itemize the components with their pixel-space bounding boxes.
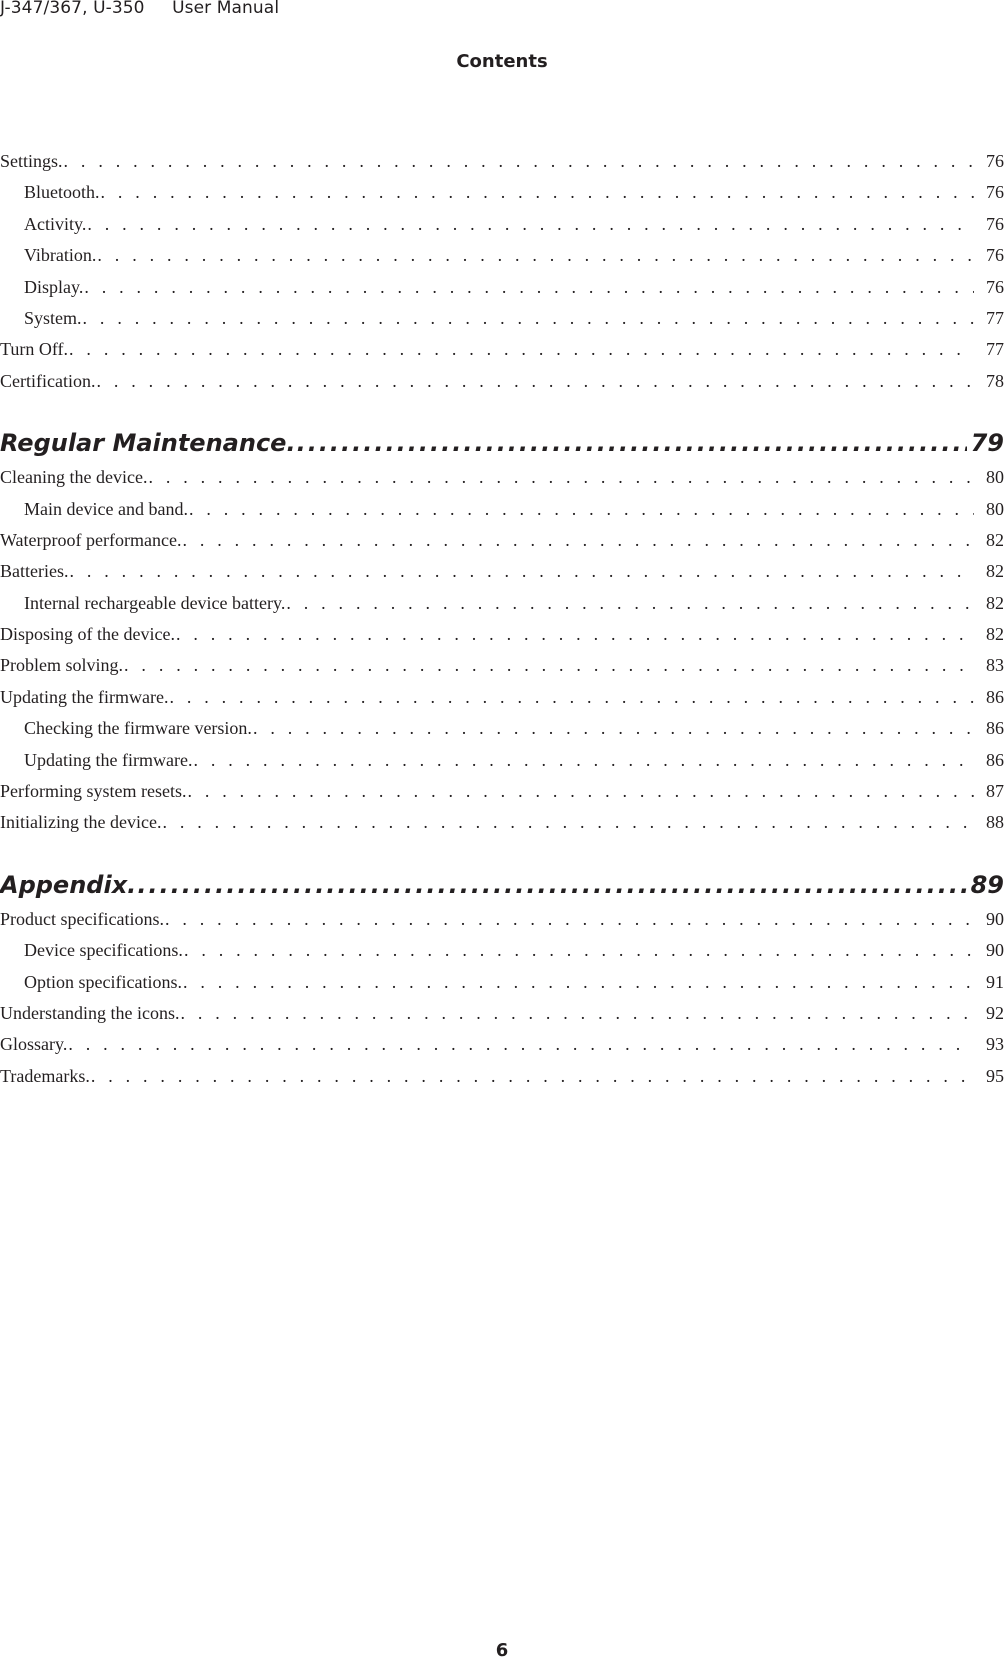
toc-entry[interactable] — [0, 177, 1004, 208]
toc-entry-label: Disposing of the device. — [0, 624, 175, 645]
dot-leader — [84, 272, 974, 303]
toc-entry-page: 90 — [986, 908, 1004, 929]
toc-entry[interactable] — [0, 776, 1004, 807]
dot-leader — [137, 866, 966, 904]
table-of-contents — [0, 146, 1004, 1092]
toc-entry-page: 80 — [986, 467, 1004, 488]
toc-entry-page: 76 — [986, 276, 1004, 297]
toc-entry-label: Performing system resets. — [0, 781, 187, 802]
dot-leader — [184, 935, 974, 966]
toc-entry[interactable] — [0, 240, 1004, 271]
toc-entry-page: 77 — [986, 307, 1004, 328]
toc-entry-label: Batteries. — [0, 561, 69, 582]
toc-entry-label: Trademarks. — [0, 1065, 90, 1086]
toc-entry-label: Display. — [24, 276, 84, 297]
toc-entry[interactable] — [0, 209, 1004, 240]
toc-entry-label: Main device and band. — [24, 498, 188, 519]
toc-entry[interactable] — [0, 334, 1004, 365]
toc-entry-page: 77 — [986, 339, 1004, 360]
page-number: 6 — [495, 1640, 509, 1661]
toc-entry[interactable] — [0, 682, 1004, 713]
toc-entry[interactable] — [0, 807, 1004, 838]
toc-entry[interactable] — [0, 1061, 1004, 1092]
toc-entry-page: 88 — [986, 812, 1004, 833]
toc-entry-label: Problem solving. — [0, 655, 124, 676]
toc-entry[interactable] — [0, 713, 1004, 744]
dot-leader — [165, 904, 974, 935]
toc-entry-label: Turn Off. — [0, 339, 69, 360]
toc-entry[interactable] — [0, 494, 1004, 525]
toc-entry[interactable] — [0, 998, 1004, 1029]
toc-entry-page: 82 — [986, 592, 1004, 613]
toc-entry-label: Settings. — [0, 151, 63, 171]
dot-leader — [148, 462, 974, 493]
toc-entry-page: 92 — [986, 1002, 1004, 1023]
toc-entry-label: Waterproof performance. — [0, 529, 182, 550]
dot-leader — [189, 494, 974, 525]
toc-entry[interactable] — [0, 303, 1004, 334]
toc-entry-label: Understanding the icons. — [0, 1002, 180, 1023]
toc-entry[interactable] — [0, 650, 1004, 681]
toc-entry-label: Vibration. — [24, 245, 97, 266]
dot-leader — [69, 334, 974, 365]
toc-entry-page: 91 — [986, 971, 1004, 992]
toc-entry-label: Bluetooth. — [24, 182, 100, 203]
toc-entry-label: Checking the firmware version. — [24, 718, 252, 739]
dot-leader — [169, 682, 974, 713]
dot-leader — [64, 146, 974, 177]
toc-entry-page: 86 — [986, 749, 1004, 770]
dot-leader — [193, 745, 974, 776]
toc-entry-page: 83 — [986, 655, 1004, 676]
toc-entry-page: 82 — [986, 529, 1004, 550]
toc-entry[interactable] — [0, 146, 1004, 177]
toc-entry[interactable] — [0, 904, 1004, 935]
toc-entry[interactable] — [0, 556, 1004, 587]
toc-entry-page: 95 — [986, 1065, 1004, 1086]
toc-entry-label: Device specifications. — [24, 940, 183, 961]
toc-entry-label: Activity. — [24, 213, 87, 234]
toc-entry-label: Internal rechargeable device battery. — [24, 592, 286, 613]
toc-entry-page: 80 — [986, 498, 1004, 519]
toc-entry-label: Appendix. — [0, 870, 137, 899]
toc-entry-page: 82 — [986, 624, 1004, 645]
toc-entry-page: 86 — [986, 686, 1004, 707]
toc-entry-label: Product specifications. — [0, 908, 164, 929]
toc-entry-page: 76 — [986, 213, 1004, 234]
dot-leader — [124, 650, 974, 681]
dot-leader — [180, 998, 974, 1029]
toc-entry-label: Updating the firmware. — [24, 749, 193, 770]
toc-entry-page: 78 — [986, 370, 1004, 391]
toc-entry-page: 76 — [986, 182, 1004, 203]
dot-leader — [162, 807, 974, 838]
dot-leader — [297, 424, 967, 462]
dot-leader — [83, 303, 974, 334]
dot-leader — [187, 776, 974, 807]
toc-entry-label: Glossary. — [0, 1034, 68, 1055]
dot-leader — [68, 1029, 974, 1060]
dot-leader — [253, 713, 974, 744]
toc-chapter-entry[interactable] — [0, 866, 1004, 904]
toc-entry[interactable] — [0, 935, 1004, 966]
document-title: J-347/367, U-350 User Manual — [0, 0, 280, 18]
dot-leader — [101, 177, 975, 208]
toc-entry[interactable] — [0, 462, 1004, 493]
dot-leader — [91, 1061, 974, 1092]
toc-entry-page: 87 — [986, 781, 1004, 802]
dot-leader — [69, 556, 974, 587]
dot-leader — [96, 366, 974, 397]
toc-entry-label: Certification. — [0, 370, 96, 391]
toc-entry-page: 76 — [986, 151, 1004, 171]
toc-entry-label: Cleaning the device. — [0, 467, 148, 488]
toc-entry[interactable] — [0, 745, 1004, 776]
dot-leader — [286, 588, 974, 619]
toc-entry-page: 76 — [986, 245, 1004, 266]
toc-entry-label: System. — [24, 307, 82, 328]
toc-entry-label: Updating the firmware. — [0, 686, 169, 707]
toc-entry-page: 79 — [970, 429, 1004, 458]
section-title: Contents — [456, 51, 548, 72]
toc-entry-page: 89 — [970, 870, 1004, 899]
toc-entry-page: 90 — [986, 940, 1004, 961]
toc-entry[interactable] — [0, 588, 1004, 619]
dot-leader — [97, 240, 974, 271]
toc-entry-page: 82 — [986, 561, 1004, 582]
toc-entry[interactable] — [0, 967, 1004, 998]
toc-chapter-entry[interactable] — [0, 424, 1004, 462]
toc-entry[interactable] — [0, 525, 1004, 556]
dot-leader — [182, 525, 974, 556]
toc-entry-page: 86 — [986, 718, 1004, 739]
dot-leader — [176, 619, 974, 650]
toc-entry-label: Initializing the device. — [0, 812, 162, 833]
toc-entry[interactable] — [0, 366, 1004, 397]
toc-entry-label: Regular Maintenance. — [0, 429, 296, 458]
toc-entry-label: Option specifications. — [24, 971, 182, 992]
toc-entry[interactable] — [0, 1029, 1004, 1060]
dot-leader — [87, 209, 974, 240]
toc-entry-page: 93 — [986, 1034, 1004, 1055]
toc-entry[interactable] — [0, 272, 1004, 303]
dot-leader — [183, 967, 974, 998]
toc-entry[interactable] — [0, 619, 1004, 650]
